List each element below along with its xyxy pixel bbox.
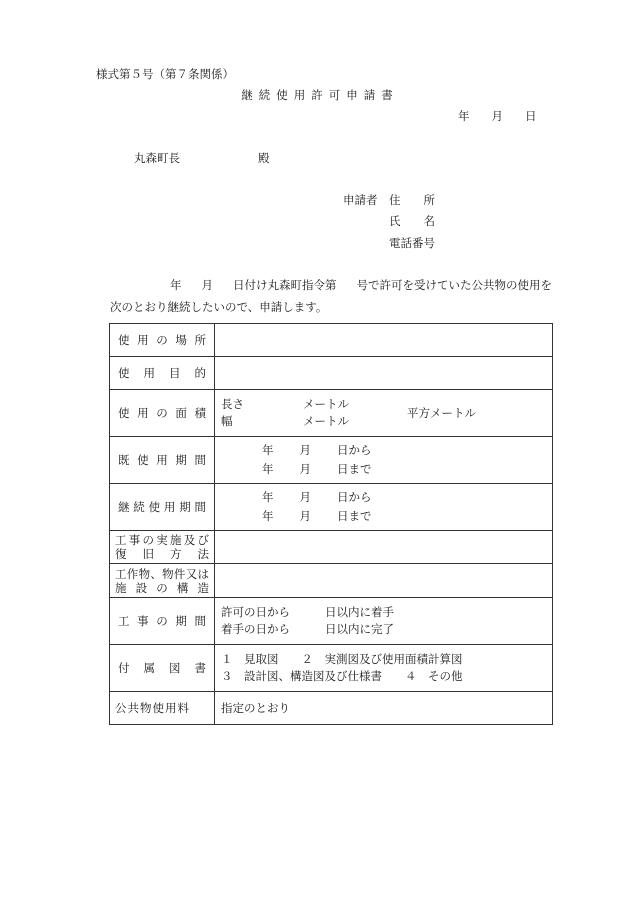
area-width-label: 幅: [221, 414, 233, 428]
attachments-line-1: １ 見取図 ２ 実測図及び使用面積計算図: [221, 652, 463, 666]
fee-value-field: [215, 692, 553, 725]
applicant-address-label: 住 所: [389, 193, 435, 207]
structure-field[interactable]: [215, 564, 553, 598]
area-value-field[interactable]: [215, 390, 553, 437]
table-row-fee: [110, 692, 553, 725]
body-year: 年: [170, 278, 182, 292]
date-day: 日: [525, 109, 537, 123]
table-row-work-period: [110, 598, 553, 645]
area-length-unit: メートル: [303, 397, 349, 411]
body-permit-ref: 日付け丸森町指令第: [233, 278, 337, 292]
document-title: 継続使用許可申請書: [241, 88, 399, 102]
fee-value: 指定のとおり: [221, 700, 290, 715]
table-row-purpose: [110, 357, 553, 390]
table-row-structure: [110, 564, 553, 598]
body-text-line-2: 次のとおり継続したいので、申請します。: [110, 300, 328, 314]
area-label: 使 用 の 面 積: [110, 390, 215, 437]
date-line: [458, 109, 537, 123]
addressee: [134, 151, 270, 165]
continued-period-to: 年 月 日まで: [262, 509, 372, 523]
continued-period-label: 継 続 使 用 期 間: [110, 484, 215, 531]
addressee-name: 丸森町長: [134, 151, 180, 165]
body-text-line-1: [170, 278, 552, 292]
construction-method-field[interactable]: [215, 531, 553, 564]
work-period-field[interactable]: [215, 598, 553, 645]
body-permit-use: 号で許可を受けていた公共物の使用を: [356, 278, 552, 292]
continued-period-field[interactable]: [215, 484, 553, 531]
area-length-label: 長さ: [221, 397, 244, 411]
application-table: [109, 323, 553, 725]
attachments-field: [215, 645, 553, 692]
applicant-phone-label: 電話番号: [389, 236, 435, 250]
form-number: 様式第５号（第７条関係）: [96, 67, 234, 81]
addressee-honorific: 殿: [258, 151, 270, 165]
existing-period-from: 年 月 日から: [262, 443, 372, 457]
fee-label: 公共物使用料: [110, 692, 215, 725]
applicant-label: 申請者: [343, 193, 378, 207]
continued-period-from: 年 月 日から: [262, 490, 372, 504]
date-month: 月: [491, 109, 503, 123]
body-month: 月: [201, 278, 213, 292]
construction-method-label: 工 事 の 実 施 及 び 復 旧 方 法: [110, 531, 215, 564]
table-row-continued-period: [110, 484, 553, 531]
table-row-attachments: [110, 645, 553, 692]
structure-label: 工 作 物 、 物 件 又 は 施 設 の 構 造: [110, 564, 215, 598]
existing-period-field[interactable]: [215, 437, 553, 484]
attachments-line-2: ３ 設計図、構造図及び仕様書 ４ その他: [221, 669, 463, 683]
table-row-place: [110, 324, 553, 357]
attachments-label: 付 属 図 書: [110, 645, 215, 692]
table-row-construction-method: [110, 531, 553, 564]
purpose-value-field[interactable]: [215, 357, 553, 390]
table-row-existing-period: [110, 437, 553, 484]
existing-period-label: 既 使 用 期 間: [110, 437, 215, 484]
purpose-label: 使 用 目 的: [110, 357, 215, 390]
existing-period-to: 年 月 日まで: [262, 462, 372, 476]
applicant-name-label: 氏 名: [389, 214, 435, 228]
place-value-field[interactable]: [215, 324, 553, 357]
area-square-meter-unit: 平方メートル: [407, 405, 476, 420]
place-label: 使 用 の 場 所: [110, 324, 215, 357]
work-start-line: 許可の日から 日以内に着手: [221, 605, 394, 619]
date-year: 年: [458, 109, 470, 123]
table-row-area: [110, 390, 553, 437]
work-period-label: 工 事 の 期 間: [110, 598, 215, 645]
work-complete-line: 着手の日から 日以内に完了: [221, 622, 394, 636]
area-width-unit: メートル: [303, 414, 349, 428]
